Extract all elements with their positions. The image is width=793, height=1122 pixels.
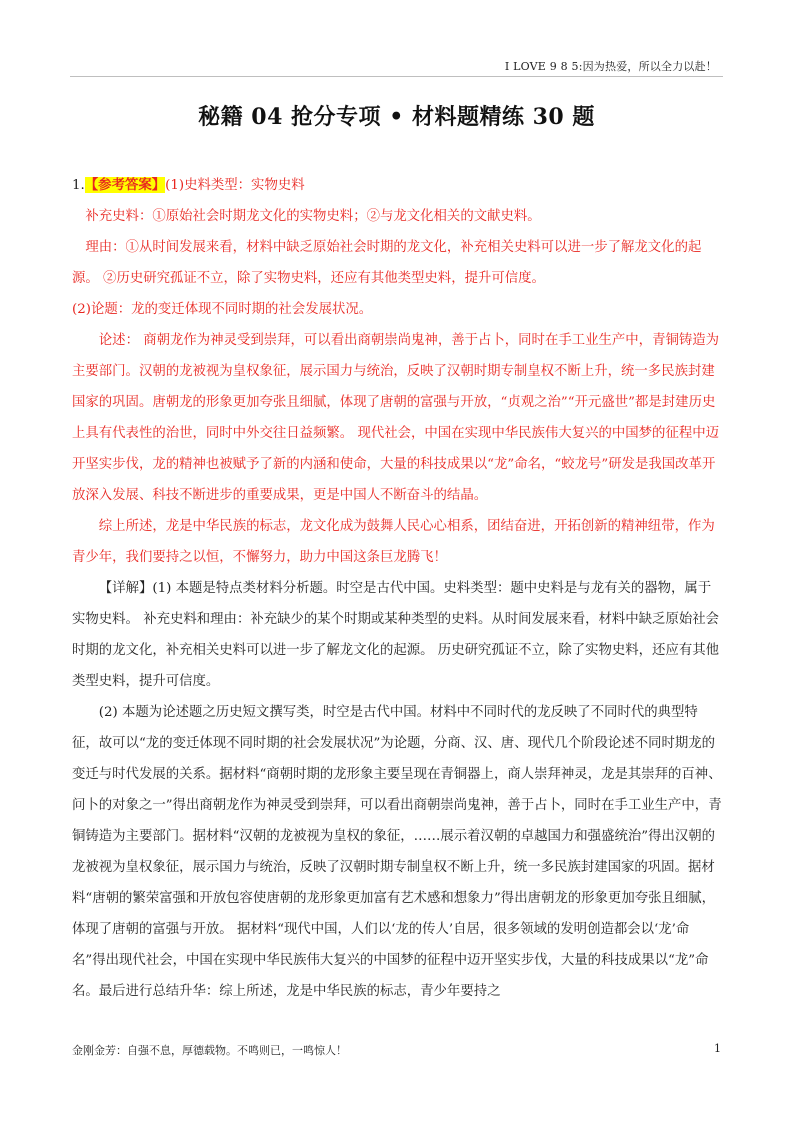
argument-text: 论述： 商朝龙作为神灵受到崇拜，可以看出商朝崇尚鬼神，善于占卜，同时在手工业生产中，青铜铸造为主要部门。汉朝的龙被视为皇权象征，展示国力与统治，反映了汉朝时期专制皇权不断上升，统一多民族封建国家的巩固。唐朝龙的形象更加夸张且细腻，体现了唐朝的富强与开放，“贞观之治”“开元盛世”都是封建历史上具有代表性的治世，同时中外交往日益频繁。 现代社会，中国在实现中华民族伟大复兴的中国梦的征程中迈开坚实步伐，龙的精神也被赋予了新的内涵和使命，大量的科技成果以“龙”命名，“蛟龙号”研发是我国改革开放深入发展、科技不断进步的重要成果，更是中国人不断奋斗的结晶。 (72, 333, 720, 503)
header-tagline: I LOVE 9 8 5:因为热爱，所以全力以赴！ (504, 60, 717, 73)
detail-paragraph-1: 【详解】(1) 本题是特点类材料分析题。时空是古代中国。史料类型：题中史料是与龙有关的器物，属于实物史料。 补充史料和理由：补充缺少的某个时期或某种类型的史料。从时间发展来看，材料中缺乏原始社会时期的龙文化，补充相关史料可以进一步了解龙文化的起源。 历史研究孤证不立，除了实物史料，还应有其他类型史料，提升可信度。 (72, 581, 720, 689)
reason-text: 理由：①从时间发展来看，材料中缺乏原始社会时期的龙文化，补充相关史料可以进一步了解龙文化的起源。 ②历史研究孤证不立，除了实物史料，还应有其他类型史料，提升可信度。 (72, 240, 702, 286)
footer-motto: 金刚金芳：自强不息，厚德载物。不鸣则已，一鸣惊人！ (72, 1044, 347, 1057)
part2-topic: (2)论题：龙的变迁体现不同时期的社会发展状况。 (72, 302, 373, 317)
header-divider (70, 76, 723, 77)
supplement-text: 补充史料：①原始社会时期龙文化的实物史料；②与龙文化相关的文献史料。 (85, 209, 541, 224)
reference-answer-tag: 【参考答案】 (84, 177, 166, 193)
page-number: 1 (714, 1042, 721, 1055)
conclusion-text: 综上所述，龙是中华民族的标志，龙文化成为鼓舞人民心心相系，团结奋进，开拓创新的精神纽带，作为青少年，我们要持之以恒，不懈努力，助力中国这条巨龙腾飞！ (72, 519, 715, 565)
content-body (72, 170, 722, 1007)
detail-paragraph-2: (2) 本题为论述题之历史短文撰写类，时空是古代中国。材料中不同时代的龙反映了不同时代的典型特征，故可以“龙的变迁体现不同时期的社会发展状况”为论题，分商、汉、唐、现代几个阶段论述不同时期龙的变迁与时代发展的关系。据材料“商朝时期的龙形象主要呈现在青铜器上，商人崇拜神灵，龙是其崇拜的百神、问卜的对象之一”得出商朝龙作为神灵受到崇拜，可以看出商朝崇尚鬼神，善于占卜，同时在手工业生产中，青铜铸造为主要部门。据材料“汉朝的龙被视为皇权的象征，……展示着汉朝的卓越国力和强盛统治”得出汉朝的龙被视为皇权象征，展示国力与统治，反映了汉朝时期专制皇权不断上升，统一多民族封建国家的巩固。据材料“唐朝的繁荣富强和开放包容使唐朝的龙形象更加富有艺术感和想象力”得出唐朝龙的形象更加夸张且细腻，体现了唐朝的富强与开放。 据材料“现代中国，人们以‘龙的传人’自居，很多领域的发明创造都会以‘龙’命名”得出现代社会，中国在实现中华民族伟大复兴的中国梦的征程中迈开坚实步伐，大量的科技成果以“龙”命名。最后进行总结升华：综上所述，龙是中华民族的标志，青少年要持之 (72, 705, 722, 999)
part1-intro: (1)史料类型：实物史料 (165, 178, 305, 193)
question-number: 1 (72, 178, 81, 193)
answer-heading: 1.【参考答案】(1)史料类型：实物史料 (72, 177, 305, 193)
page-title: 秘籍 04 抢分专项 • 材料题精练 30 题 (198, 104, 595, 130)
